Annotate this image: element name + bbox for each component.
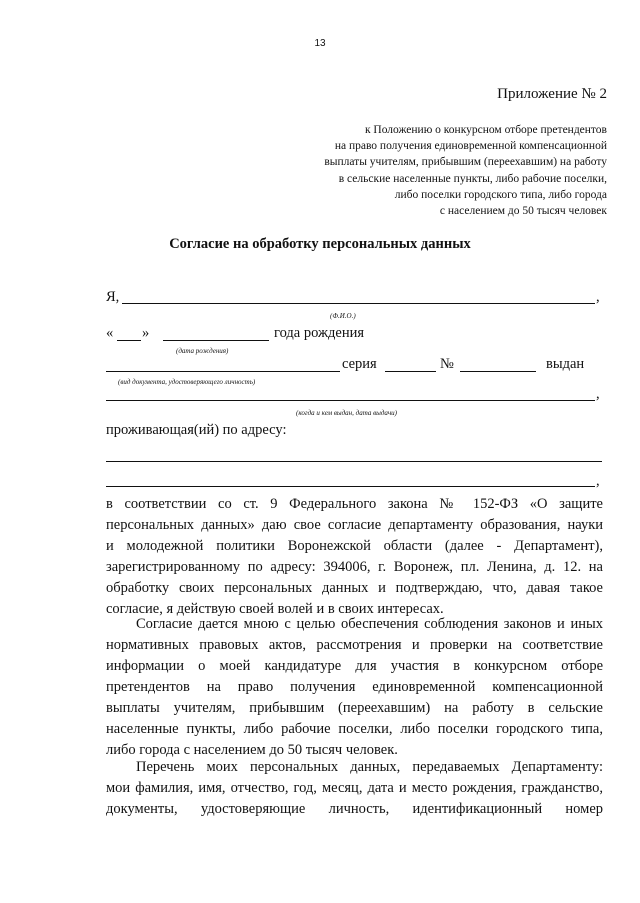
- paragraph-line: персональных данных» даю свое согласие департаменту образования, науки: [106, 517, 603, 533]
- reference-line: к Положению о конкурсном отборе претендентов: [364, 124, 607, 136]
- reference-line: выплаты учителям, прибывшим (переехавшим) на работу: [324, 156, 607, 169]
- paragraph-line: согласие, я действую своей волей и в своих интересах.: [106, 601, 444, 617]
- data-list-paragraph: [106, 757, 603, 820]
- paragraph-line: зарегистрированному по адресу: 394006, г. Воронеж, пл. Ленина, д. 12. на: [106, 559, 603, 575]
- document-title: Согласие на обработку персональных данных: [169, 236, 471, 252]
- issued-by-hint: (когда и кем выдан, дата выдачи): [296, 409, 397, 417]
- document-type-hint: (вид документа, удостоверяющего личность): [118, 378, 256, 386]
- paragraph-line: Согласие дается мною с целью обеспечения соблюдения законов и иных: [136, 616, 603, 632]
- paragraph-line: претендентов на право получения единовременной компенсационной: [106, 679, 603, 695]
- ya-label: Я,: [106, 289, 120, 305]
- paragraph-line: населенные пункты, либо рабочие поселки, либо поселки городского типа,: [106, 721, 603, 737]
- reference-line: либо поселки городского типа, либо города: [394, 188, 607, 201]
- paragraph-line: и молодежной политики Воронежской области (далее - Департамент),: [106, 538, 603, 554]
- quote-close: »: [142, 325, 150, 341]
- fio-hint: (Ф.И.О.): [330, 312, 356, 320]
- reference-line: с населением до 50 тысяч человек: [439, 205, 607, 218]
- quote-open: «: [106, 325, 114, 341]
- address-field-2[interactable]: [106, 486, 595, 487]
- reference-line: на право получения единовременной компенсационной: [334, 140, 607, 153]
- birth-year-label: года рождения: [274, 325, 365, 341]
- appendix-title: Приложение № 2: [497, 86, 607, 102]
- fio-field[interactable]: [122, 303, 595, 304]
- paragraph-line: выплаты учителям, прибывшим (переехавшим) на работу в сельские: [106, 700, 603, 716]
- paragraph-line: обработку своих персональных данных и подтверждаю, что, давая такое: [106, 580, 603, 596]
- series-label: серия: [342, 356, 377, 372]
- paragraph-line: информации о моей кандидатуре для участия в конкурсном отборе: [106, 658, 603, 674]
- address-label: проживающая(ий) по адресу:: [106, 422, 287, 438]
- page-number: 13: [314, 38, 326, 49]
- birth-day-field[interactable]: [117, 340, 141, 341]
- number-label: №: [440, 356, 454, 372]
- birth-date-field[interactable]: [163, 340, 269, 341]
- paragraph-line: либо города с населением до 50 тысяч человек.: [106, 742, 398, 758]
- purpose-paragraph: [106, 614, 603, 761]
- fio-comma: ,: [596, 289, 600, 305]
- address-comma: ,: [596, 473, 600, 489]
- series-field[interactable]: [385, 371, 436, 372]
- reference-line: в сельские населенные пункты, либо рабочие поселки,: [338, 172, 607, 185]
- document-type-field[interactable]: [106, 371, 340, 372]
- paragraph-line: в соответствии со ст. 9 Федерального закона № 152-ФЗ «О защите: [106, 496, 603, 512]
- issued-label: выдан: [546, 356, 585, 372]
- paragraph-line: Перечень моих персональных данных, передаваемых Департаменту:: [136, 759, 603, 775]
- birth-date-hint: (дата рождения): [176, 347, 229, 355]
- issued-by-field[interactable]: [106, 400, 595, 401]
- issued-by-comma: ,: [596, 386, 600, 402]
- paragraph-line: нормативных правовых актов, рассмотрения и проверки на соответствие: [106, 637, 603, 653]
- document-number-field[interactable]: [460, 371, 536, 372]
- paragraph-line: мои фамилия, имя, отчество, год, месяц, дата и место рождения, гражданство,: [106, 780, 603, 796]
- address-field-1[interactable]: [106, 461, 602, 462]
- consent-paragraph: [106, 494, 603, 620]
- regulation-reference: [247, 122, 607, 219]
- paragraph-line: документы, удостоверяющие личность, идентификационный номер: [106, 801, 603, 817]
